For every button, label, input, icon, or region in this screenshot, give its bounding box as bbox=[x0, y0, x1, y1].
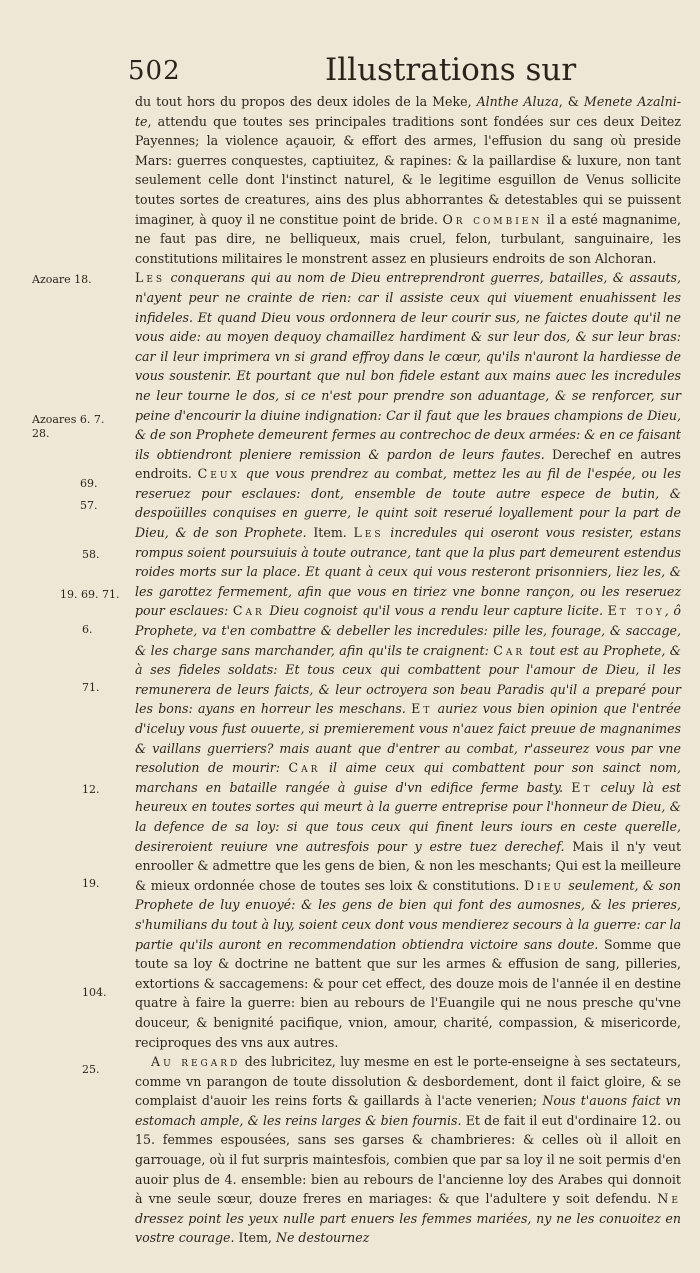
margin-note: 6. bbox=[82, 623, 93, 636]
margin-note: 19. 69. 71. bbox=[60, 588, 120, 601]
text-run: Car bbox=[288, 760, 321, 776]
text-run: Au regard bbox=[151, 1054, 241, 1070]
margin-note: 69. bbox=[80, 477, 98, 490]
paragraph bbox=[135, 268, 681, 1052]
text-run: du tout hors du propos des deux idoles de la Meke, bbox=[135, 94, 477, 109]
text-run: Les bbox=[135, 270, 166, 286]
text-run: , ô Prophete, va t'en combattre & debeller les incredules: pille les, fourage, & saccage, & les charge sans marchander, afin qu'ils te craignent: bbox=[135, 603, 681, 658]
text-run: conquerans qui au nom de Dieu entreprendront guerres, batailles, & assauts, n'ayent peur ne crainte de rien: car il assiste ceux qui viuement enuahissent les infideles. Et quand Dieu vous ordonnera de leur courir sus, ne faictes doute qu'il ne vous aide: au moyen dequoy chamaillez hardiment & sur leur dos, & sur leur bras: car il leur imprimera vn si grand effroy dans le cœur, qu'ils n'auront la hardiesse de vous soustenir. Et pourtant que nul bon fidele estant aux mains auec les incredules ne leur tourne le dos, si ce n'est pour prendre son aduantage, & se renforcer, sur peine d'encourir la diuine indignation: Car il faut que les braues champions de Dieu, & de son Prophete demeurent fermes au contrechoc de deux armées: & en ce faisant ils obtiendront pleniere remission & pardon de leurs fautes. bbox=[135, 270, 681, 462]
page-number: 502 bbox=[128, 56, 181, 86]
margin-notes bbox=[20, 0, 130, 1273]
margin-note: 25. bbox=[82, 1063, 100, 1076]
text-run: , attendu que toutes ses principales traditions sont fondées sur ces deux Deitez Payennes; la violence açauoir, & effort des armes, l'effusion du sang où preside Mars: guerres conquestes, captiuitez, & rapines: & la paillardise & luxure, non tant seulement celle dont l'instinct naturel, & le legitime esguillon de Venus sollicite toutes sortes de creatures, ains des plus abhorrantes & detestables qui se puissent imaginer, à quoy il ne constitue point de bride. bbox=[135, 113, 681, 227]
margin-note: Azoares 6. 7. bbox=[32, 413, 105, 426]
text-run: Car bbox=[493, 642, 526, 658]
text-run: Car bbox=[232, 603, 265, 619]
text-run: Dieu bbox=[524, 877, 564, 893]
text-run: Alnthe Aluza bbox=[476, 94, 559, 109]
text-run: il a esté magnanime, ne faut pas dire, ne belliqueux, mais cruel, felon, turbulant, sanguinaire, les constitutions militaires le monstrent assez en plusieurs endroits de son Alchoran. bbox=[135, 211, 681, 266]
text-run: , & bbox=[558, 94, 584, 109]
body-text bbox=[135, 92, 681, 1248]
text-run: Derechef en autres endroits. bbox=[135, 446, 681, 482]
text-run: Et bbox=[411, 701, 433, 717]
text-run: seulement, & son Prophete de luy enuoyé: & les gens de bien qui font des aumosnes, & les prieres, s'humilians du tout à luy, soient ceux dont vous mendierez secours à la guerre: car la partie qu'ils auront en recommendation obtiendra victoire sans doute. bbox=[135, 877, 681, 952]
text-run: des lubricitez, luy mesme en est le porte-enseigne à ses sectateurs, comme vn parangon de toute dissolution & desbordement, dont il faict gloire, & se complaist d'auoir les reins forts & gaillards à l'acte venerien; bbox=[135, 1054, 682, 1109]
text-run: Menete Azalni-te bbox=[135, 94, 681, 129]
margin-note: 12. bbox=[82, 783, 100, 796]
text-run: Item, bbox=[234, 1230, 276, 1246]
running-title: Illustrations sur bbox=[325, 52, 577, 88]
text-run: dressez point les yeux nulle part enuers les femmes mariées, ny ne les conuoitez en vostre courage. bbox=[135, 1210, 681, 1246]
paragraph bbox=[135, 92, 681, 268]
text-run: auriez vous bien opinion que l'entrée d'iceluy vous fust ouuerte, si premierement vous n'auez faict preuue de magnanimes & vaillans guerriers? mais auant que d'entrer au combat, r'asseurez vous par vne resolution de mourir: bbox=[135, 701, 681, 776]
margin-note: 71. bbox=[82, 681, 100, 694]
text-run: Or combien bbox=[442, 211, 543, 227]
text-run: celuy là est heureux en toutes sortes qui meurt à la guerre entreprise pour l'honneur de Dieu, & la defence de sa loy: si que tous ceux qui finent leurs iours en ceste querelle, desireroient reuiure vne autresfois pour y estre tuez derechef. bbox=[135, 779, 681, 854]
margin-note: 28. bbox=[32, 427, 50, 440]
paragraph bbox=[135, 1052, 681, 1248]
text-run: Et toy bbox=[607, 603, 665, 619]
text-run: tout est au Prophete, & à ses fideles soldats: Et tous ceux qui combattent pour l'amour de Dieu, il les remunerera de leurs faicts, & leur octroyera son beau Paradis qu'il a preparé pour les bons: ayans en horreur les meschans. bbox=[135, 642, 681, 717]
text-run: que vous prendrez au combat, mettez les au fil de l'espée, ou les reseruez pour esclaues: dont, ensemble de toute autre espece de butin, & despoüilles conquises en guerre, le quint soit reserué loyallement pour la part de Dieu, & de son Prophete. bbox=[135, 466, 681, 541]
text-run: Item. bbox=[306, 525, 354, 541]
margin-note: 104. bbox=[82, 986, 107, 999]
margin-note: 19. bbox=[82, 877, 100, 890]
text-run: Et bbox=[571, 779, 593, 795]
text-run: Nous t'auons faict vn estomach ample, & les reins larges & bien fournis. bbox=[135, 1093, 681, 1128]
text-run: Somme que toute sa loy & doctrine ne battent que sur les armes & effusion de sang, pilleries, extortions & saccagemens: & pour cet effect, des douze mois de l'année il en destine quatre à faire la guerre: bien au rebours de l'Euangile qui ne nous presche qu'vne douceur, & benignité pacifique, vnion, amour, charité, compassion, & misericorde, reciproques des vns aux autres. bbox=[135, 936, 681, 1050]
text-run: incredules qui oseront vous resister, estans rompus soient poursuiuis à toute outrance, tant que la plus part demeurent estendus roides morts sur la place. Et quant à ceux qui vous resteront prisonniers, liez les, & les garottez fermement, afin que vous en tiriez vne bonne rançon, ou les reseruez pour esclaues: bbox=[135, 525, 681, 619]
margin-note: Azoare 18. bbox=[32, 273, 92, 286]
text-run: Ceux bbox=[197, 466, 240, 482]
text-run: il aime ceux qui combattent pour son sainct nom, marchans en bataille rangée à guise d'vn edifice ferme basty. bbox=[135, 760, 681, 795]
text-run: Ne bbox=[657, 1191, 681, 1207]
text-run: Et de fait il eut d'ordinaire 12. ou 15. femmes espousées, sans ses garses & chambrieres: & celles où il alloit en garrouage, où il fut surpris maintesfois, combien que par sa loy il ne soit permis d'en auoir plus de 4. ensemble: bien au rebours de l'ancienne loy des Arabes qui donnoit à vne seule sœur, douze freres en mariages: & que l'adultere y soit defendu. bbox=[135, 1112, 681, 1207]
text-run: Les bbox=[353, 525, 384, 541]
text-run: Mais il n'y veut enrooller & admettre que les gens de bien, & non les meschants; Qui est la meilleure & mieux ordonnée chose de toutes ses loix & constitutions. bbox=[135, 838, 682, 893]
text-run: Ne destournez bbox=[275, 1230, 370, 1246]
margin-note: 58. bbox=[82, 548, 100, 561]
margin-note: 57. bbox=[80, 499, 98, 512]
text-run: Dieu cognoist qu'il vous a rendu leur capture licite. bbox=[264, 603, 608, 619]
